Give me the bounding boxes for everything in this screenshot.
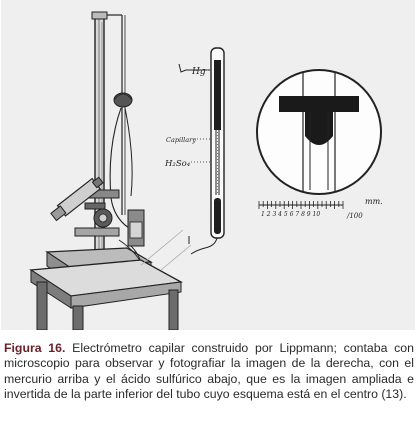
caption-label: Figura 16. — [4, 341, 66, 355]
scale-digits: 1 2 3 4 5 6 7 8 9 10 — [261, 211, 321, 218]
electrometer-apparatus-drawing — [31, 12, 191, 330]
scale-fraction: /100 — [347, 212, 363, 220]
figure-plate — [1, 0, 415, 330]
caption-text: Electrómetro capilar construido por Lippmann; contaba con microscopio para observar y fotografiar la imagen de la derecha, con el mercurio arriba y el ácido sulfúrico abajo, que es la imagen ampliada e invertida de la parte inferior del tubo cuyo esquema está en el centro (13). — [4, 341, 414, 402]
millimetre-scale — [259, 201, 343, 209]
capillary-label: Capillary — [166, 136, 196, 144]
figure-caption — [4, 341, 414, 403]
scale-unit-label: mm. — [365, 197, 383, 206]
figure-illustration — [1, 0, 415, 330]
h2so4-label: H₂So₄ — [165, 159, 191, 169]
hg-label: Hg — [192, 67, 206, 77]
magnified-view-circle — [257, 70, 381, 194]
capillary-tube-schematic — [179, 48, 224, 254]
